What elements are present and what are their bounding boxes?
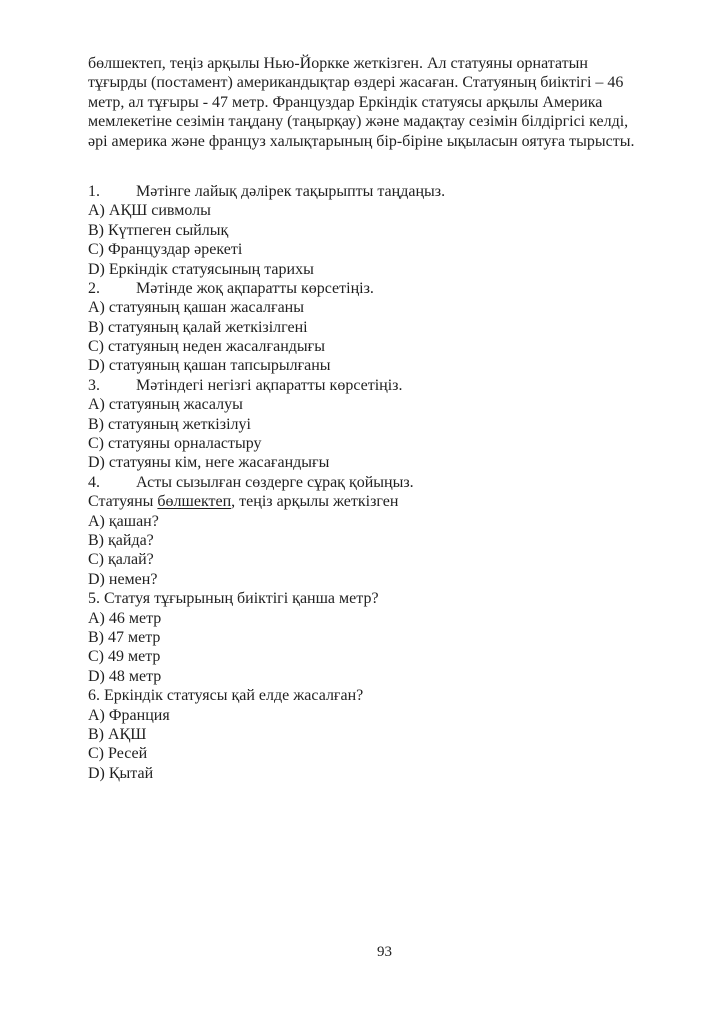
questions-section: [88, 182, 673, 783]
question-number: 5.: [88, 590, 100, 608]
option-line: B) статуяның қалай жеткізілгені: [88, 318, 308, 336]
option-line: A) 46 метр: [88, 609, 162, 627]
option-line: C) статуяны орналастыру: [88, 435, 262, 453]
option-line: C) Ресей: [88, 745, 148, 763]
question-text: Мәтінде жоқ ақпаратты көрсетіңіз.: [136, 279, 374, 297]
underlined-word: бөлшектеп: [157, 493, 232, 511]
option-line: D) статуяның қашан тапсырылғаны: [88, 357, 331, 375]
option-line: D) 48 метр: [88, 667, 162, 685]
option-line: A) статуяның қашан жасалғаны: [88, 299, 304, 317]
question-heading: [88, 686, 673, 705]
option-line: C) қалай?: [88, 551, 154, 569]
question-heading: [88, 279, 673, 298]
question-number: 1.: [88, 182, 100, 200]
option-line: C) статуяның неден жасалғандығы: [88, 338, 325, 356]
option-line: C) 49 метр: [88, 648, 161, 666]
option-line: B) 47 метр: [88, 628, 161, 646]
page-content: [88, 54, 673, 783]
paragraph-line: тұғырды (постамент) американдықтар өздері жасаған. Статуяның биіктігі – 46: [88, 74, 624, 92]
question-2: [88, 279, 673, 376]
option-line: D) Қытай: [88, 764, 154, 782]
question-heading: [88, 376, 673, 395]
question-6: [88, 686, 673, 783]
option-line: D) статуяны кім, неге жасағандығы: [88, 454, 330, 472]
stimulus-line: [88, 492, 673, 511]
page-number: 93: [377, 944, 392, 960]
stimulus-prefix: Статуяны: [88, 493, 158, 511]
question-text: Еркіндік статуясы қай елде жасалған?: [104, 687, 364, 705]
option-line: D) Еркіндік статуясының тарихы: [88, 260, 314, 278]
question-text: Асты сызылған сөздерге сұрақ қойыңыз.: [136, 473, 414, 491]
question-number: 6.: [88, 687, 100, 705]
option-line: A) қашан?: [88, 512, 159, 530]
question-1: [88, 182, 673, 279]
paragraph-line: бөлшектеп, теңіз арқылы Нью-Йоркке жеткізген. Ал статуяны орнататын: [88, 55, 588, 72]
option-line: D) немен?: [88, 570, 158, 588]
paragraph-line: әрі америка және француз халықтарының бір-біріне ықыласын оятуға тырысты.: [88, 132, 635, 150]
option-line: C) Француздар әрекеті: [88, 241, 243, 259]
question-3: [88, 376, 673, 473]
option-line: B) қайда?: [88, 531, 154, 549]
option-line: B) АҚШ: [88, 725, 147, 743]
option-line: B) Күтпеген сыйлық: [88, 221, 229, 239]
question-number: 2.: [88, 279, 100, 297]
question-heading: [88, 473, 673, 492]
question-text: Мәтіндегі негізгі ақпаратты көрсетіңіз.: [136, 376, 403, 394]
question-number: 4.: [88, 473, 100, 491]
stimulus-suffix: , теңіз арқылы жеткізген: [231, 493, 399, 511]
question-5: [88, 589, 673, 686]
option-line: A) АҚШ сивмолы: [88, 202, 211, 220]
question-number: 3.: [88, 376, 100, 394]
intro-paragraph: [88, 54, 673, 151]
paragraph-line: мемлекетіне сезімін таңдану (таңырқау) және мадақтау сезімін білдіргісі келді,: [88, 113, 629, 131]
paragraph-line: метр, ал тұғыры - 47 метр. Француздар Еркіндік статуясы арқылы Америка: [88, 93, 603, 111]
option-line: B) статуяның жеткізілуі: [88, 415, 251, 433]
question-4: [88, 473, 673, 589]
question-heading: [88, 589, 673, 608]
question-text: Мәтінге лайық дәлірек тақырыпты таңдаңыз.: [136, 182, 446, 200]
option-line: A) статуяның жасалуы: [88, 396, 243, 414]
question-heading: [88, 182, 673, 201]
option-line: A) Франция: [88, 706, 170, 724]
question-text: Статуя тұғырының биіктігі қанша метр?: [104, 590, 379, 608]
